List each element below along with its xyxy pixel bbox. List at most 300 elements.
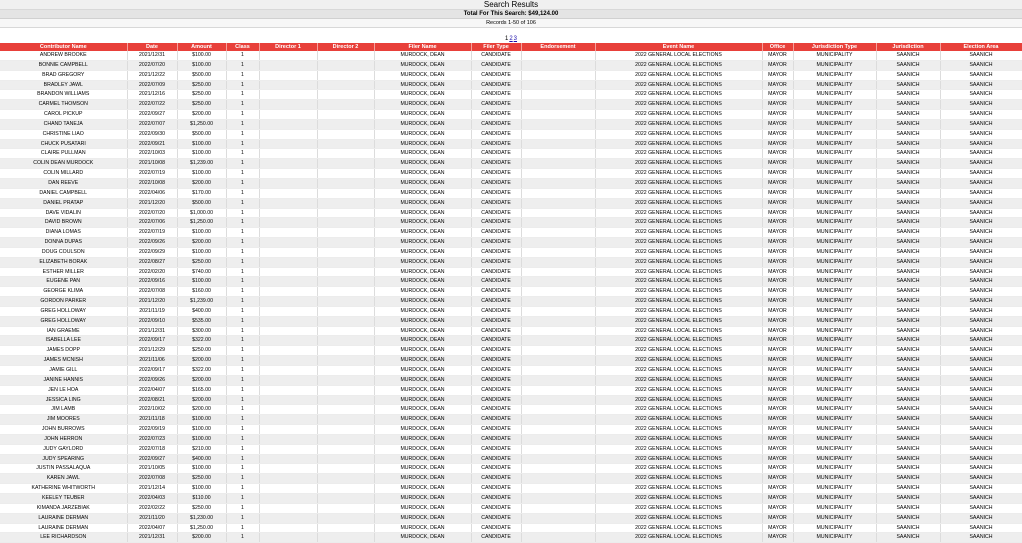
cell-date: 2022/07/19 <box>127 228 177 238</box>
cell-event-name: 2022 GENERAL LOCAL ELECTIONS <box>595 306 762 316</box>
cell-jurisdiction: SAANICH <box>876 484 940 494</box>
cell-jurisdiction-type: MUNICIPALITY <box>793 464 876 474</box>
pagination <box>0 35 1022 43</box>
cell-jurisdiction: SAANICH <box>876 297 940 307</box>
table-row <box>0 405 1022 415</box>
cell-class: 1 <box>226 306 259 316</box>
cell-jurisdiction-type: MUNICIPALITY <box>793 119 876 129</box>
cell-jurisdiction-type: MUNICIPALITY <box>793 474 876 484</box>
cell-director-1 <box>259 454 317 464</box>
cell-jurisdiction-type: MUNICIPALITY <box>793 336 876 346</box>
cell-date: 2021/10/05 <box>127 464 177 474</box>
cell-election-area: SAANICH <box>940 395 1022 405</box>
cell-jurisdiction-type: MUNICIPALITY <box>793 257 876 267</box>
cell-election-area: SAANICH <box>940 238 1022 248</box>
cell-filer-name: MURDOCK, DEAN <box>374 100 471 110</box>
table-row <box>0 267 1022 277</box>
cell-endorsement <box>521 464 595 474</box>
cell-director-1 <box>259 238 317 248</box>
cell-event-name: 2022 GENERAL LOCAL ELECTIONS <box>595 159 762 169</box>
cell-director-1 <box>259 277 317 287</box>
cell-filer-type: CANDIDATE <box>471 257 521 267</box>
cell-amount: $250.00 <box>177 80 226 90</box>
cell-director-2 <box>317 198 374 208</box>
cell-election-area: SAANICH <box>940 149 1022 159</box>
cell-contributor-name: JEN LE HOA <box>0 385 127 395</box>
cell-election-area: SAANICH <box>940 326 1022 336</box>
cell-filer-name: MURDOCK, DEAN <box>374 228 471 238</box>
table-row <box>0 434 1022 444</box>
page-title: Search Results <box>0 0 1022 10</box>
cell-office: MAYOR <box>762 110 793 120</box>
cell-event-name: 2022 GENERAL LOCAL ELECTIONS <box>595 169 762 179</box>
cell-date: 2021/12/31 <box>127 326 177 336</box>
cell-event-name: 2022 GENERAL LOCAL ELECTIONS <box>595 90 762 100</box>
table-row <box>0 454 1022 464</box>
cell-director-2 <box>317 415 374 425</box>
cell-office: MAYOR <box>762 188 793 198</box>
column-header-amount[interactable]: Amount <box>177 43 226 51</box>
cell-filer-name: MURDOCK, DEAN <box>374 326 471 336</box>
cell-filer-name: MURDOCK, DEAN <box>374 70 471 80</box>
cell-date: 2021/12/16 <box>127 90 177 100</box>
cell-endorsement <box>521 434 595 444</box>
column-header-office[interactable]: Office <box>762 43 793 51</box>
cell-filer-name: MURDOCK, DEAN <box>374 434 471 444</box>
cell-office: MAYOR <box>762 90 793 100</box>
cell-filer-type: CANDIDATE <box>471 523 521 533</box>
cell-contributor-name: JOHN HERRON <box>0 434 127 444</box>
cell-office: MAYOR <box>762 366 793 376</box>
cell-event-name: 2022 GENERAL LOCAL ELECTIONS <box>595 434 762 444</box>
cell-contributor-name: DANIEL PRATAP <box>0 198 127 208</box>
cell-endorsement <box>521 513 595 523</box>
cell-office: MAYOR <box>762 326 793 336</box>
cell-contributor-name: JUDY SPEARING <box>0 454 127 464</box>
column-header-filer-name[interactable]: Filer Name <box>374 43 471 51</box>
cell-amount: $165.00 <box>177 385 226 395</box>
table-row <box>0 257 1022 267</box>
cell-class: 1 <box>226 238 259 248</box>
cell-jurisdiction-type: MUNICIPALITY <box>793 444 876 454</box>
table-row <box>0 316 1022 326</box>
cell-filer-type: CANDIDATE <box>471 287 521 297</box>
cell-contributor-name: CLAIRE PULLMAN <box>0 149 127 159</box>
cell-date: 2022/04/03 <box>127 493 177 503</box>
cell-filer-type: CANDIDATE <box>471 218 521 228</box>
cell-contributor-name: KATHERINE WHITWORTH <box>0 484 127 494</box>
cell-endorsement <box>521 178 595 188</box>
cell-contributor-name: BRAD GREGORY <box>0 70 127 80</box>
cell-jurisdiction-type: MUNICIPALITY <box>793 129 876 139</box>
cell-date: 2022/07/08 <box>127 287 177 297</box>
cell-filer-name: MURDOCK, DEAN <box>374 149 471 159</box>
cell-filer-name: MURDOCK, DEAN <box>374 247 471 257</box>
cell-date: 2022/09/19 <box>127 425 177 435</box>
cell-contributor-name: CHAND TANEJA <box>0 119 127 129</box>
cell-date: 2021/12/14 <box>127 484 177 494</box>
cell-amount: $110.00 <box>177 493 226 503</box>
cell-amount: $500.00 <box>177 70 226 80</box>
column-header-election-area[interactable]: Election Area <box>940 43 1022 51</box>
cell-amount: $200.00 <box>177 375 226 385</box>
cell-filer-type: CANDIDATE <box>471 375 521 385</box>
cell-filer-name: MURDOCK, DEAN <box>374 178 471 188</box>
cell-director-1 <box>259 149 317 159</box>
cell-class: 1 <box>226 70 259 80</box>
cell-date: 2022/08/27 <box>127 257 177 267</box>
cell-event-name: 2022 GENERAL LOCAL ELECTIONS <box>595 375 762 385</box>
cell-contributor-name: DANIEL CAMPBELL <box>0 188 127 198</box>
cell-event-name: 2022 GENERAL LOCAL ELECTIONS <box>595 474 762 484</box>
cell-election-area: SAANICH <box>940 425 1022 435</box>
cell-election-area: SAANICH <box>940 129 1022 139</box>
cell-amount: $100.00 <box>177 425 226 435</box>
table-row <box>0 169 1022 179</box>
cell-contributor-name: ANDREW BROOKE <box>0 51 127 60</box>
cell-class: 1 <box>226 218 259 228</box>
cell-event-name: 2022 GENERAL LOCAL ELECTIONS <box>595 100 762 110</box>
cell-election-area: SAANICH <box>940 434 1022 444</box>
cell-event-name: 2022 GENERAL LOCAL ELECTIONS <box>595 51 762 60</box>
cell-director-1 <box>259 385 317 395</box>
cell-filer-name: MURDOCK, DEAN <box>374 425 471 435</box>
cell-filer-name: MURDOCK, DEAN <box>374 464 471 474</box>
cell-date: 2022/07/06 <box>127 218 177 228</box>
page-link-2[interactable]: 2 <box>509 36 513 42</box>
cell-director-2 <box>317 395 374 405</box>
cell-amount: $210.00 <box>177 444 226 454</box>
cell-event-name: 2022 GENERAL LOCAL ELECTIONS <box>595 513 762 523</box>
table-row <box>0 119 1022 129</box>
cell-director-1 <box>259 90 317 100</box>
cell-date: 2021/11/18 <box>127 415 177 425</box>
cell-jurisdiction-type: MUNICIPALITY <box>793 188 876 198</box>
cell-contributor-name: GREG HOLLOWAY <box>0 306 127 316</box>
cell-event-name: 2022 GENERAL LOCAL ELECTIONS <box>595 454 762 464</box>
cell-director-2 <box>317 306 374 316</box>
cell-jurisdiction-type: MUNICIPALITY <box>793 316 876 326</box>
cell-filer-name: MURDOCK, DEAN <box>374 474 471 484</box>
cell-endorsement <box>521 198 595 208</box>
cell-jurisdiction: SAANICH <box>876 178 940 188</box>
cell-amount: $1,250.00 <box>177 523 226 533</box>
table-row <box>0 80 1022 90</box>
cell-filer-type: CANDIDATE <box>471 188 521 198</box>
cell-director-2 <box>317 454 374 464</box>
table-row <box>0 139 1022 149</box>
page-link-3[interactable]: 3 <box>513 36 518 42</box>
cell-office: MAYOR <box>762 297 793 307</box>
cell-director-1 <box>259 267 317 277</box>
cell-contributor-name: JIM MOORES <box>0 415 127 425</box>
cell-endorsement <box>521 474 595 484</box>
cell-date: 2022/07/22 <box>127 100 177 110</box>
cell-director-1 <box>259 297 317 307</box>
cell-director-2 <box>317 444 374 454</box>
cell-director-2 <box>317 169 374 179</box>
cell-director-2 <box>317 257 374 267</box>
cell-filer-name: MURDOCK, DEAN <box>374 159 471 169</box>
cell-director-1 <box>259 80 317 90</box>
cell-election-area: SAANICH <box>940 444 1022 454</box>
cell-endorsement <box>521 336 595 346</box>
cell-jurisdiction-type: MUNICIPALITY <box>793 80 876 90</box>
column-header-filer-type[interactable]: Filer Type <box>471 43 521 51</box>
cell-director-1 <box>259 513 317 523</box>
column-header-jurisdiction[interactable]: Jurisdiction <box>876 43 940 51</box>
cell-election-area: SAANICH <box>940 493 1022 503</box>
cell-contributor-name: JOHN BURROWS <box>0 425 127 435</box>
cell-date: 2022/10/08 <box>127 178 177 188</box>
cell-event-name: 2022 GENERAL LOCAL ELECTIONS <box>595 385 762 395</box>
cell-contributor-name: KAREN JAWL <box>0 474 127 484</box>
cell-filer-name: MURDOCK, DEAN <box>374 395 471 405</box>
cell-office: MAYOR <box>762 346 793 356</box>
cell-endorsement <box>521 208 595 218</box>
cell-director-2 <box>317 356 374 366</box>
column-header-contributor-name[interactable]: Contributor Name <box>0 43 127 51</box>
table-row <box>0 277 1022 287</box>
cell-director-1 <box>259 464 317 474</box>
cell-filer-type: CANDIDATE <box>471 228 521 238</box>
cell-director-1 <box>259 523 317 533</box>
cell-jurisdiction: SAANICH <box>876 375 940 385</box>
cell-class: 1 <box>226 159 259 169</box>
table-row <box>0 287 1022 297</box>
table-row <box>0 188 1022 198</box>
cell-election-area: SAANICH <box>940 80 1022 90</box>
cell-amount: $160.00 <box>177 287 226 297</box>
cell-jurisdiction: SAANICH <box>876 454 940 464</box>
cell-date: 2022/09/27 <box>127 110 177 120</box>
table-row <box>0 484 1022 494</box>
cell-office: MAYOR <box>762 218 793 228</box>
cell-director-1 <box>259 356 317 366</box>
cell-class: 1 <box>226 346 259 356</box>
cell-amount: $1,239.00 <box>177 159 226 169</box>
cell-endorsement <box>521 444 595 454</box>
cell-amount: $250.00 <box>177 346 226 356</box>
cell-filer-type: CANDIDATE <box>471 336 521 346</box>
cell-office: MAYOR <box>762 70 793 80</box>
column-header-director-1[interactable]: Director 1 <box>259 43 317 51</box>
cell-amount: $535.00 <box>177 316 226 326</box>
table-row <box>0 425 1022 435</box>
cell-office: MAYOR <box>762 523 793 533</box>
cell-director-2 <box>317 149 374 159</box>
cell-filer-type: CANDIDATE <box>471 100 521 110</box>
cell-class: 1 <box>226 198 259 208</box>
cell-jurisdiction: SAANICH <box>876 149 940 159</box>
cell-endorsement <box>521 375 595 385</box>
cell-event-name: 2022 GENERAL LOCAL ELECTIONS <box>595 238 762 248</box>
cell-filer-name: MURDOCK, DEAN <box>374 513 471 523</box>
cell-filer-type: CANDIDATE <box>471 119 521 129</box>
cell-class: 1 <box>226 474 259 484</box>
cell-jurisdiction-type: MUNICIPALITY <box>793 484 876 494</box>
cell-director-1 <box>259 247 317 257</box>
cell-endorsement <box>521 159 595 169</box>
cell-endorsement <box>521 503 595 513</box>
cell-jurisdiction: SAANICH <box>876 238 940 248</box>
cell-contributor-name: BONNIE CAMPBELL <box>0 60 127 70</box>
cell-date: 2021/12/20 <box>127 198 177 208</box>
cell-jurisdiction-type: MUNICIPALITY <box>793 405 876 415</box>
cell-filer-type: CANDIDATE <box>471 366 521 376</box>
cell-jurisdiction: SAANICH <box>876 434 940 444</box>
column-header-event-name[interactable]: Event Name <box>595 43 762 51</box>
cell-date: 2021/11/19 <box>127 306 177 316</box>
cell-date: 2021/11/06 <box>127 356 177 366</box>
cell-jurisdiction: SAANICH <box>876 100 940 110</box>
cell-endorsement <box>521 346 595 356</box>
cell-endorsement <box>521 395 595 405</box>
cell-election-area: SAANICH <box>940 464 1022 474</box>
cell-election-area: SAANICH <box>940 188 1022 198</box>
cell-election-area: SAANICH <box>940 277 1022 287</box>
cell-election-area: SAANICH <box>940 287 1022 297</box>
cell-director-2 <box>317 100 374 110</box>
column-header-class[interactable]: Class <box>226 43 259 51</box>
cell-jurisdiction-type: MUNICIPALITY <box>793 434 876 444</box>
cell-election-area: SAANICH <box>940 228 1022 238</box>
cell-class: 1 <box>226 385 259 395</box>
cell-election-area: SAANICH <box>940 139 1022 149</box>
cell-event-name: 2022 GENERAL LOCAL ELECTIONS <box>595 208 762 218</box>
cell-jurisdiction: SAANICH <box>876 139 940 149</box>
cell-office: MAYOR <box>762 444 793 454</box>
cell-class: 1 <box>226 267 259 277</box>
cell-endorsement <box>521 454 595 464</box>
cell-jurisdiction-type: MUNICIPALITY <box>793 247 876 257</box>
cell-endorsement <box>521 297 595 307</box>
cell-jurisdiction: SAANICH <box>876 257 940 267</box>
cell-amount: $100.00 <box>177 139 226 149</box>
cell-class: 1 <box>226 60 259 70</box>
cell-election-area: SAANICH <box>940 247 1022 257</box>
cell-endorsement <box>521 238 595 248</box>
cell-amount: $1,239.00 <box>177 297 226 307</box>
cell-election-area: SAANICH <box>940 336 1022 346</box>
column-header-endorsement[interactable]: Endorsement <box>521 43 595 51</box>
table-row <box>0 90 1022 100</box>
cell-filer-type: CANDIDATE <box>471 208 521 218</box>
cell-jurisdiction: SAANICH <box>876 218 940 228</box>
cell-amount: $740.00 <box>177 267 226 277</box>
cell-filer-name: MURDOCK, DEAN <box>374 257 471 267</box>
cell-contributor-name: COLIN DEAN MURDOCK <box>0 159 127 169</box>
cell-jurisdiction-type: MUNICIPALITY <box>793 533 876 543</box>
cell-filer-type: CANDIDATE <box>471 484 521 494</box>
cell-contributor-name: EUGENE PAN <box>0 277 127 287</box>
cell-jurisdiction-type: MUNICIPALITY <box>793 267 876 277</box>
cell-office: MAYOR <box>762 533 793 543</box>
table-row <box>0 356 1022 366</box>
cell-filer-name: MURDOCK, DEAN <box>374 208 471 218</box>
table-row <box>0 228 1022 238</box>
cell-endorsement <box>521 169 595 179</box>
cell-jurisdiction: SAANICH <box>876 346 940 356</box>
cell-office: MAYOR <box>762 405 793 415</box>
cell-director-1 <box>259 70 317 80</box>
cell-office: MAYOR <box>762 385 793 395</box>
cell-event-name: 2022 GENERAL LOCAL ELECTIONS <box>595 346 762 356</box>
cell-election-area: SAANICH <box>940 110 1022 120</box>
cell-event-name: 2022 GENERAL LOCAL ELECTIONS <box>595 119 762 129</box>
cell-director-1 <box>259 326 317 336</box>
cell-class: 1 <box>226 90 259 100</box>
cell-contributor-name: GREG HOLLOWAY <box>0 316 127 326</box>
cell-office: MAYOR <box>762 149 793 159</box>
cell-class: 1 <box>226 228 259 238</box>
cell-endorsement <box>521 484 595 494</box>
cell-filer-type: CANDIDATE <box>471 129 521 139</box>
cell-director-2 <box>317 90 374 100</box>
cell-election-area: SAANICH <box>940 198 1022 208</box>
cell-election-area: SAANICH <box>940 297 1022 307</box>
cell-class: 1 <box>226 110 259 120</box>
cell-jurisdiction-type: MUNICIPALITY <box>793 277 876 287</box>
cell-date: 2022/04/06 <box>127 188 177 198</box>
search-total: Total For This Search: $49,124.00 <box>0 10 1022 19</box>
cell-jurisdiction-type: MUNICIPALITY <box>793 198 876 208</box>
cell-director-1 <box>259 306 317 316</box>
cell-class: 1 <box>226 208 259 218</box>
cell-amount: $1,000.00 <box>177 208 226 218</box>
cell-class: 1 <box>226 316 259 326</box>
cell-filer-type: CANDIDATE <box>471 267 521 277</box>
cell-date: 2022/09/26 <box>127 375 177 385</box>
cell-event-name: 2022 GENERAL LOCAL ELECTIONS <box>595 336 762 346</box>
cell-jurisdiction-type: MUNICIPALITY <box>793 149 876 159</box>
cell-filer-name: MURDOCK, DEAN <box>374 385 471 395</box>
column-header-jurisdiction-type[interactable]: Jurisdiction Type <box>793 43 876 51</box>
cell-event-name: 2022 GENERAL LOCAL ELECTIONS <box>595 415 762 425</box>
cell-filer-name: MURDOCK, DEAN <box>374 110 471 120</box>
cell-event-name: 2022 GENERAL LOCAL ELECTIONS <box>595 188 762 198</box>
cell-director-2 <box>317 119 374 129</box>
page-link-1[interactable]: 1 <box>504 36 509 42</box>
cell-election-area: SAANICH <box>940 70 1022 80</box>
cell-office: MAYOR <box>762 277 793 287</box>
table-row <box>0 51 1022 60</box>
cell-contributor-name: JESSICA LING <box>0 395 127 405</box>
cell-filer-type: CANDIDATE <box>471 139 521 149</box>
cell-jurisdiction-type: MUNICIPALITY <box>793 238 876 248</box>
column-header-director-2[interactable]: Director 2 <box>317 43 374 51</box>
cell-jurisdiction-type: MUNICIPALITY <box>793 208 876 218</box>
cell-jurisdiction: SAANICH <box>876 336 940 346</box>
cell-election-area: SAANICH <box>940 316 1022 326</box>
cell-class: 1 <box>226 454 259 464</box>
cell-amount: $100.00 <box>177 51 226 60</box>
cell-filer-type: CANDIDATE <box>471 247 521 257</box>
cell-event-name: 2022 GENERAL LOCAL ELECTIONS <box>595 149 762 159</box>
cell-director-1 <box>259 139 317 149</box>
cell-office: MAYOR <box>762 51 793 60</box>
cell-director-2 <box>317 110 374 120</box>
column-header-date[interactable]: Date <box>127 43 177 51</box>
cell-jurisdiction: SAANICH <box>876 513 940 523</box>
cell-contributor-name: JANINE HANNIS <box>0 375 127 385</box>
cell-contributor-name: CHRISTINE LIAO <box>0 129 127 139</box>
cell-director-2 <box>317 326 374 336</box>
cell-jurisdiction-type: MUNICIPALITY <box>793 375 876 385</box>
cell-endorsement <box>521 119 595 129</box>
cell-contributor-name: BRADLEY JAWL <box>0 80 127 90</box>
table-row <box>0 149 1022 159</box>
